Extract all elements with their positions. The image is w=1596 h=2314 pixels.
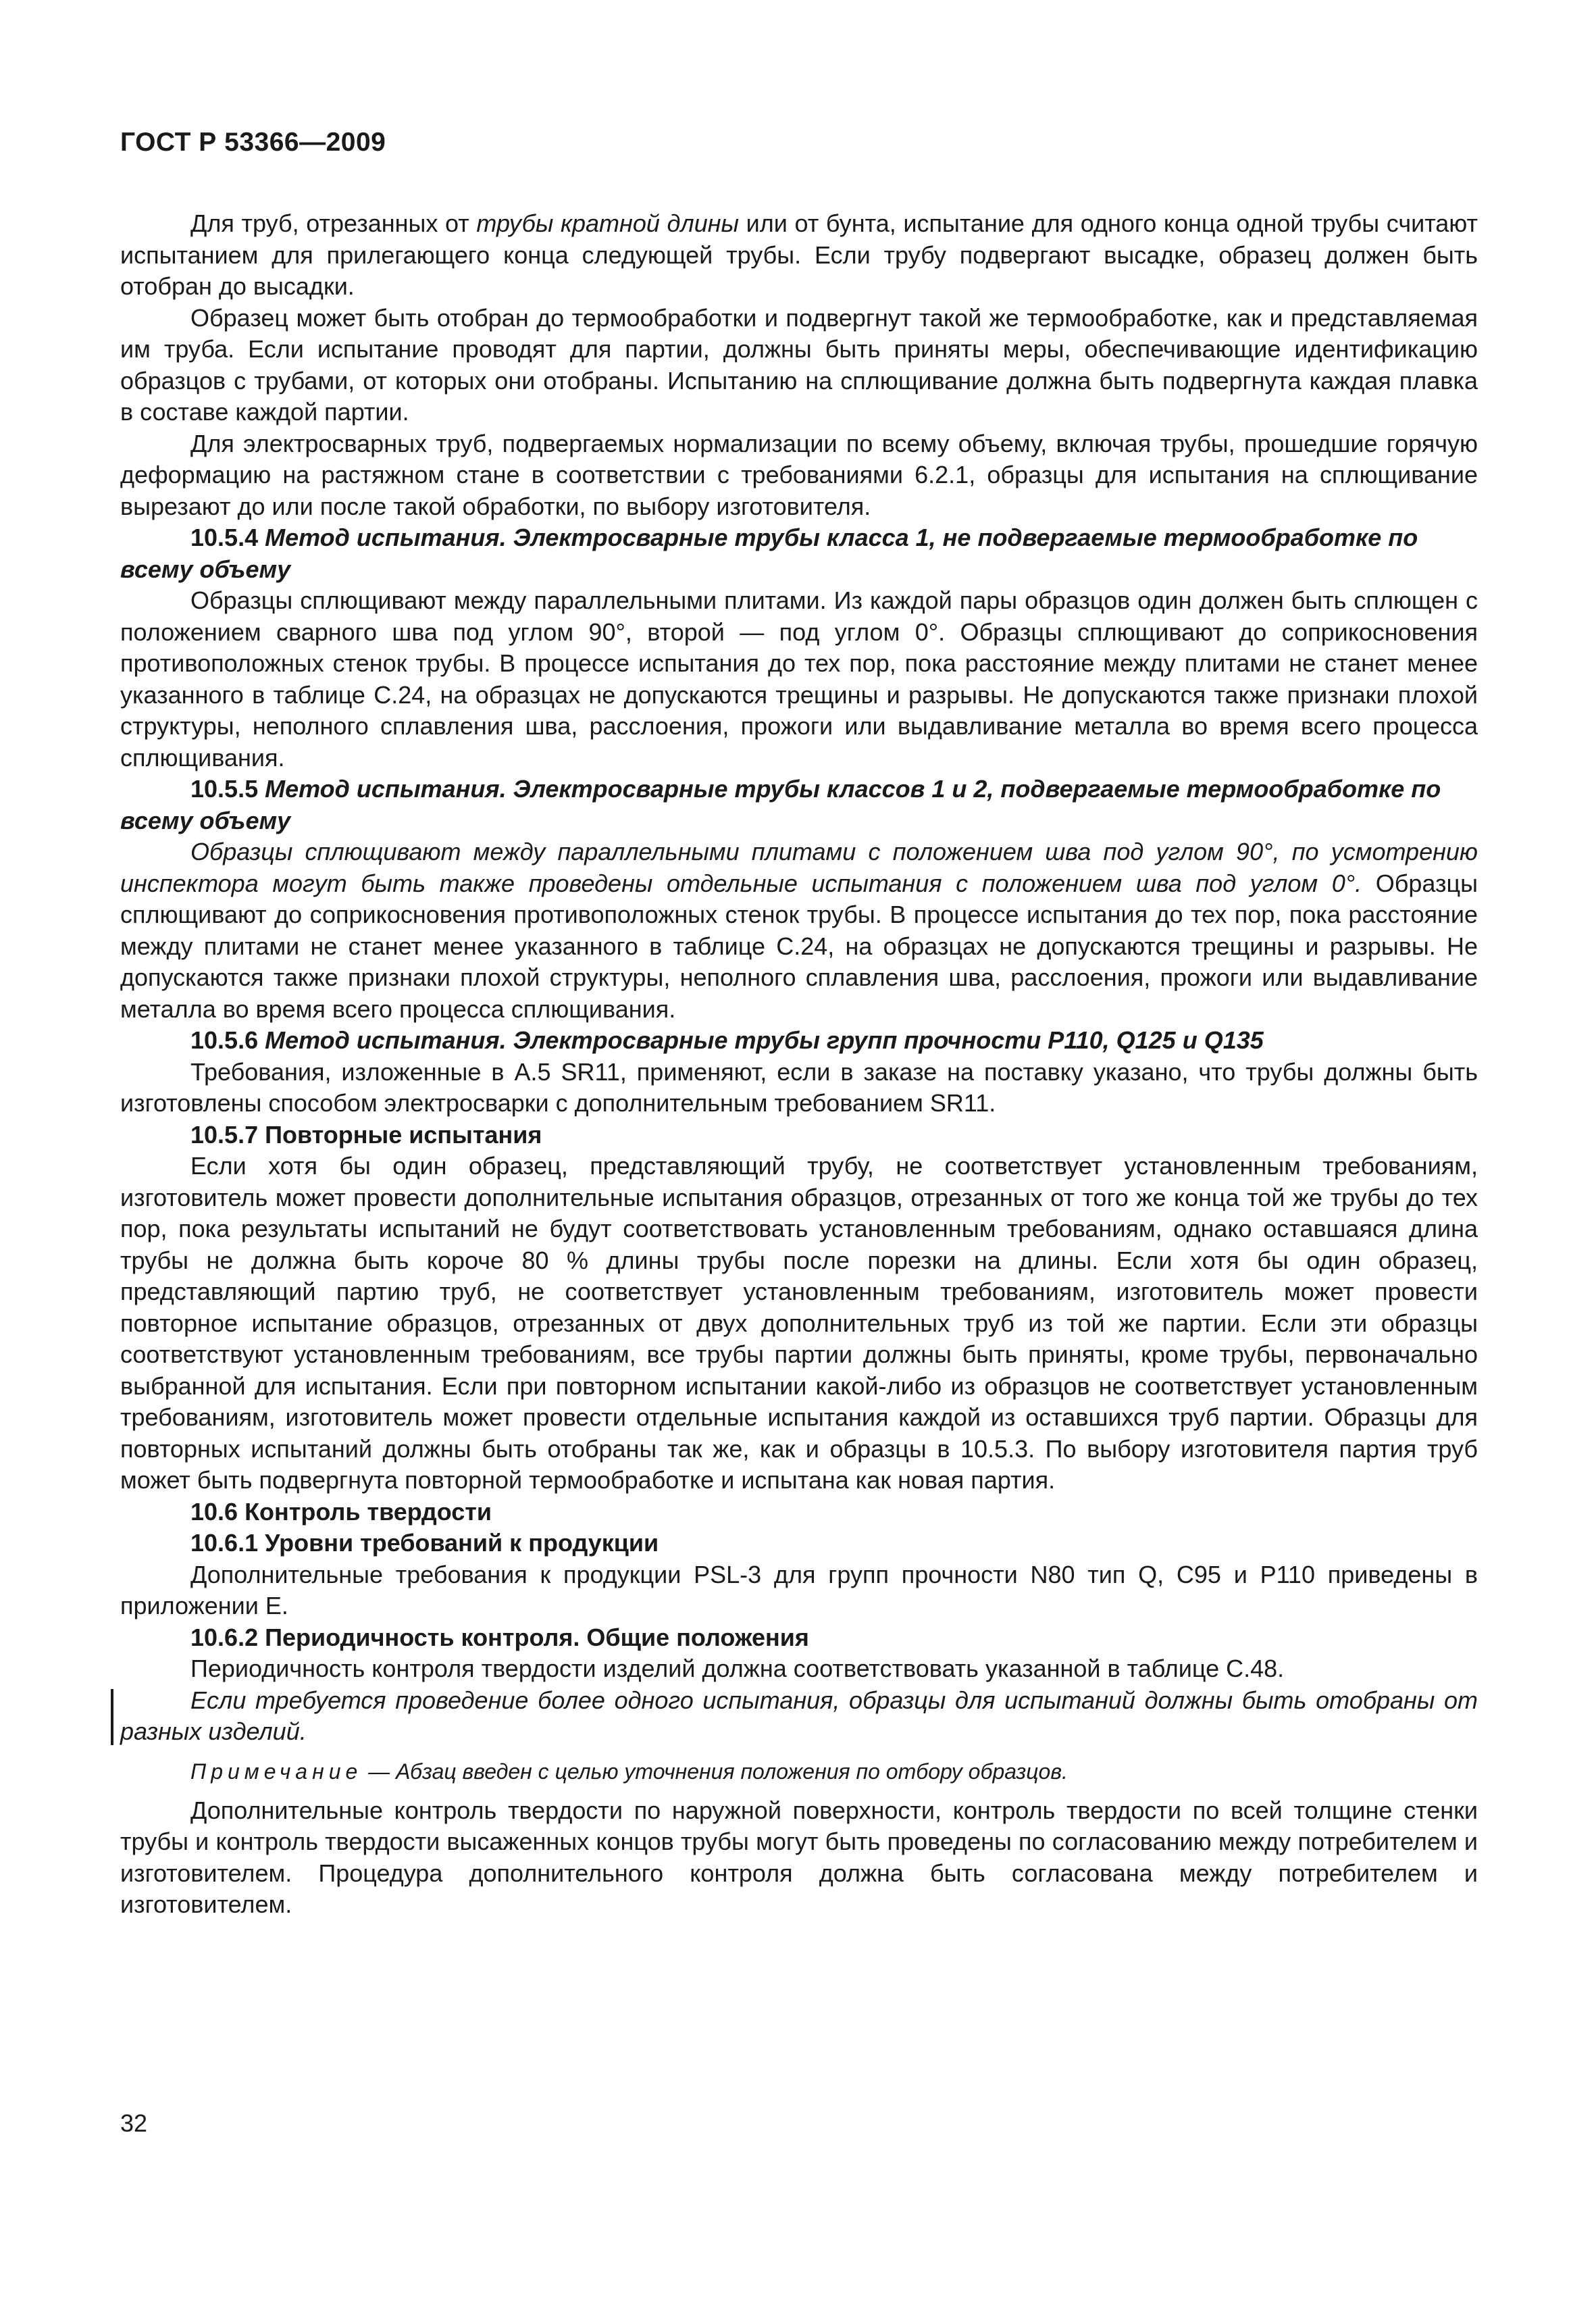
heading-10-5-5-number: 10.5.5	[190, 775, 265, 803]
note	[120, 1757, 1478, 1786]
paragraph-1-text-a: Для труб, отрезанных от	[190, 209, 477, 237]
paragraph-11: Дополнительные контроль твердости по наружной поверхности, контроль твердости по всей толщине стенки трубы и контроль твердости высаженных концов трубы могут быть проведены по согласованию между потребителем и изготовителем. Процедура дополнительного контроля должна быть согласована между потребителем и изготовителем.	[120, 1796, 1478, 1918]
paragraph-3: Для электросварных труб, подвергаемых нормализации по всему объему, включая трубы, прошедшие горячую деформацию на растяжном стане в соответствии с требованиями 6.2.1, образцы для испытания на сплющивание вырезают до или после такой обработки, по выбору изготовителя.	[120, 429, 1478, 520]
heading-10-6-1: 10.6.1 Уровни требований к продукции	[190, 1529, 659, 1557]
heading-10-5-7: 10.5.7 Повторные испытания	[190, 1120, 542, 1149]
page-number: 32	[120, 2109, 148, 2137]
paragraph-6: Требования, изложенные в А.5 SR11, применяют, если в заказе на поставку указано, что трубы должны быть изготовлены способом электросварки с дополнительным требованием SR11.	[120, 1057, 1478, 1117]
paragraph-8: Дополнительные требования к продукции PSL-3 для групп прочности N80 тип Q, C95 и P110 приведены в приложении Е.	[120, 1560, 1478, 1619]
paragraph-9: Периодичность контроля твердости изделий должна соответствовать указанной в таблице С.48.	[190, 1655, 1285, 1682]
paragraph-5-text: Образцы сплющивают до соприкосновения противоположных стенок трубы. В процессе испытания до тех пор, пока расстояние между плитами не станет менее указанного в таблице С.24, на образцах не допускаются трещины и разрывы. Не допускаются также признаки плохой структуры, неполного сплавления шва, расслоения, прожоги или выдавливание металла во время всего процесса сплющивания.	[120, 869, 1478, 1023]
heading-10-5-4-number: 10.5.4	[190, 524, 265, 551]
heading-10-5-4-title: Метод испытания. Электросварные трубы класса 1, не подвергаемые термообработке по всему объему	[120, 524, 1418, 583]
paragraph-1	[120, 208, 1478, 303]
note-text: — Абзац введен с целью уточнения положения по отбору образцов.	[362, 1759, 1068, 1784]
heading-10-6-2: 10.6.2 Периодичность контроля. Общие положения	[190, 1623, 809, 1651]
heading-10-5-6-title: Метод испытания. Электросварные трубы групп прочности P110, Q125 и Q135	[265, 1026, 1264, 1054]
heading-10-6: 10.6 Контроль твердости	[190, 1497, 492, 1526]
paragraph-2: Образец может быть отобран до термообработки и подвергнут такой же термообработке, как и представляемая им труба. Если испытание проводят для партии, должны быть приняты меры, обеспечивающие идентификацию образцов с трубами, от которых они отобраны. Испытанию на сплющивание должна быть подвергнута каждая плавка в составе каждой партии.	[120, 303, 1478, 426]
document-header: ГОСТ Р 53366—2009	[120, 128, 386, 157]
paragraph-5-emphasis: Образцы сплющивают между параллельными плитами с положением шва под углом 90°, по усмотрению инспектора могут быть также проведены отдельные испытания с положением шва под углом 0°.	[120, 838, 1478, 897]
paragraph-1-emphasis: трубы кратной длины	[476, 209, 740, 237]
heading-10-5-5-title: Метод испытания. Электросварные трубы классов 1 и 2, подвергаемые термообработке по всему объему	[120, 775, 1441, 834]
note-label: Примечание	[190, 1759, 363, 1784]
paragraph-7: Если хотя бы один образец, представляющий трубу, не соответствует установленным требованиям, изготовитель может провести дополнительные испытания образцов, отрезанных от того же конца той же трубы до тех пор, пока результаты испытаний не будут соответствовать установленным требованиям, однако оставшаяся длина трубы не должна быть короче 80 % длины трубы после порезки на длины. Если хотя бы один образец, представляющий партию труб, не соответствует установленным требованиям, изготовитель может провести повторное испытание образцов, отрезанных от двух дополнительных труб из той же партии. Если эти образцы соответствуют установленным требованиям, все трубы партии должны быть приняты, кроме трубы, первоначально выбранной для испытания. Если при повторном испытании какой-либо из образцов не соответствует установленным требованиям, изготовитель может провести отдельные испытания каждой из оставшихся труб партии. Образцы для повторных испытаний должны быть отобраны так же, как и образцы в 10.5.3. По выбору изготовителя партия труб может быть подвергнута повторной термообработке и испытана как новая партия.	[120, 1152, 1478, 1494]
paragraph-10-changed: Если требуется проведение более одного испытания, образцы для испытаний должны быть отобраны от разных изделий.	[120, 1685, 1478, 1748]
paragraph-5	[120, 836, 1478, 1025]
heading-10-5-4	[120, 522, 1478, 585]
paragraph-1-text-b: или от бунта, испытание для одного конца одной трубы считают испытанием для прилегающего конца следующей трубы. Если трубу подвергают высадке, образец должен быть отобран до высадки.	[120, 209, 1478, 300]
heading-10-5-6	[120, 1025, 1478, 1057]
paragraph-4: Образцы сплющивают между параллельными плитами. Из каждой пары образцов один должен быть сплющен с положением сварного шва под углом 90°, второй — под углом 0°. Образцы сплющивают до соприкосновения противоположных стенок трубы. В процессе испытания до тех пор, пока расстояние между плитами не станет менее указанного в таблице С.24, на образцах не допускаются трещины и разрывы. Не допускаются также признаки плохой структуры, неполного сплавления шва, расслоения, прожоги или выдавливание металла во время всего процесса сплющивания.	[120, 586, 1478, 772]
document-page	[120, 127, 1478, 1921]
heading-10-5-6-number: 10.5.6	[190, 1026, 265, 1054]
heading-10-5-5	[120, 774, 1478, 836]
